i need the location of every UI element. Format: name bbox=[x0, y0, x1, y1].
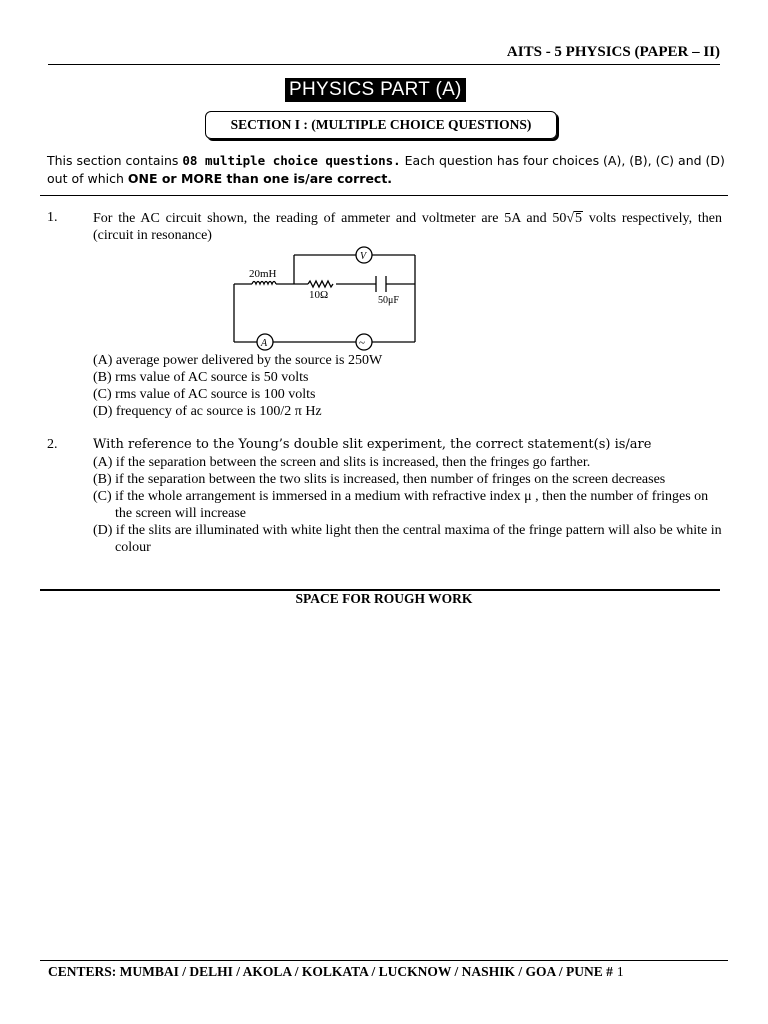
section-heading-box bbox=[205, 111, 557, 139]
footer-centers: CENTERS: MUMBAI / DELHI / AKOLA / KOLKATA / LUCKNOW / NASHIK / GOA / PUNE # bbox=[48, 964, 613, 979]
ac-circuit-diagram bbox=[228, 242, 428, 354]
paper-header-title: AITS - 5 PHYSICS (PAPER – II) bbox=[506, 44, 720, 60]
option-a: (A) if the separation between the screen and slits is increased, then the fringes go farther. bbox=[93, 455, 591, 470]
question-2-number: 2. bbox=[47, 437, 58, 452]
option-a: (A) average power delivered by the source is 250W bbox=[93, 353, 383, 368]
option-b: (B) if the separation between the two slits is increased, then number of fringes on the screen decreases bbox=[93, 472, 666, 487]
question-2-text: With reference to the Young’s double slit experiment, the correct statement(s) is/are bbox=[93, 437, 652, 452]
instructions-bold-1: 08 multiple choice questions. bbox=[182, 153, 401, 168]
question-2-options bbox=[93, 454, 723, 556]
sqrt-radicand: 5 bbox=[575, 211, 583, 226]
question-1-number: 1. bbox=[47, 210, 58, 225]
instructions-divider bbox=[40, 195, 728, 196]
rough-work-heading: SPACE FOR ROUGH WORK bbox=[295, 591, 473, 606]
capacitor-label: 50μF bbox=[378, 295, 399, 306]
instructions-text-1: This section contains bbox=[47, 153, 183, 168]
question-1-text-end: volts respectively, then (circuit in resonance) bbox=[93, 211, 722, 243]
option-c: (C) if the whole arrangement is immersed in a medium with refractive index μ , then the number of fringes on the screen will increase bbox=[93, 489, 709, 521]
page-number: 1 bbox=[616, 964, 624, 979]
section-instructions bbox=[47, 152, 727, 188]
question-1-text-start: For the AC circuit shown, the reading of ammeter and voltmeter are 5A and 50 bbox=[93, 211, 567, 226]
instructions-text-2: Each question has four choices (A), (B), (C) and (D) out of which bbox=[47, 153, 725, 186]
resistor-label: 10Ω bbox=[309, 289, 329, 301]
question-1-text bbox=[93, 210, 722, 244]
section-heading-label: SECTION I : (MULTIPLE CHOICE QUESTIONS) bbox=[230, 117, 532, 132]
footer bbox=[48, 964, 624, 980]
option-d: (D) frequency of ac source is 100/2 π Hz bbox=[93, 404, 322, 419]
header-divider bbox=[48, 64, 720, 65]
instructions-bold-2: ONE or MORE than one is/are correct. bbox=[127, 171, 393, 186]
inductor-label: 20mH bbox=[249, 268, 277, 280]
option-d: (D) if the slits are illuminated with white light then the central maxima of the fringe pattern will also be white in colour bbox=[93, 523, 722, 555]
sqrt-sign: √ bbox=[566, 211, 575, 226]
footer-divider bbox=[40, 960, 728, 961]
question-1-options bbox=[93, 352, 382, 420]
ac-source-symbol: ~ bbox=[359, 337, 365, 349]
ammeter-symbol: A bbox=[261, 338, 268, 349]
voltmeter-symbol: V bbox=[360, 251, 367, 262]
option-c: (C) rms value of AC source is 100 volts bbox=[93, 387, 316, 402]
option-b: (B) rms value of AC source is 50 volts bbox=[93, 370, 309, 385]
part-title: PHYSICS PART (A) bbox=[285, 78, 466, 102]
